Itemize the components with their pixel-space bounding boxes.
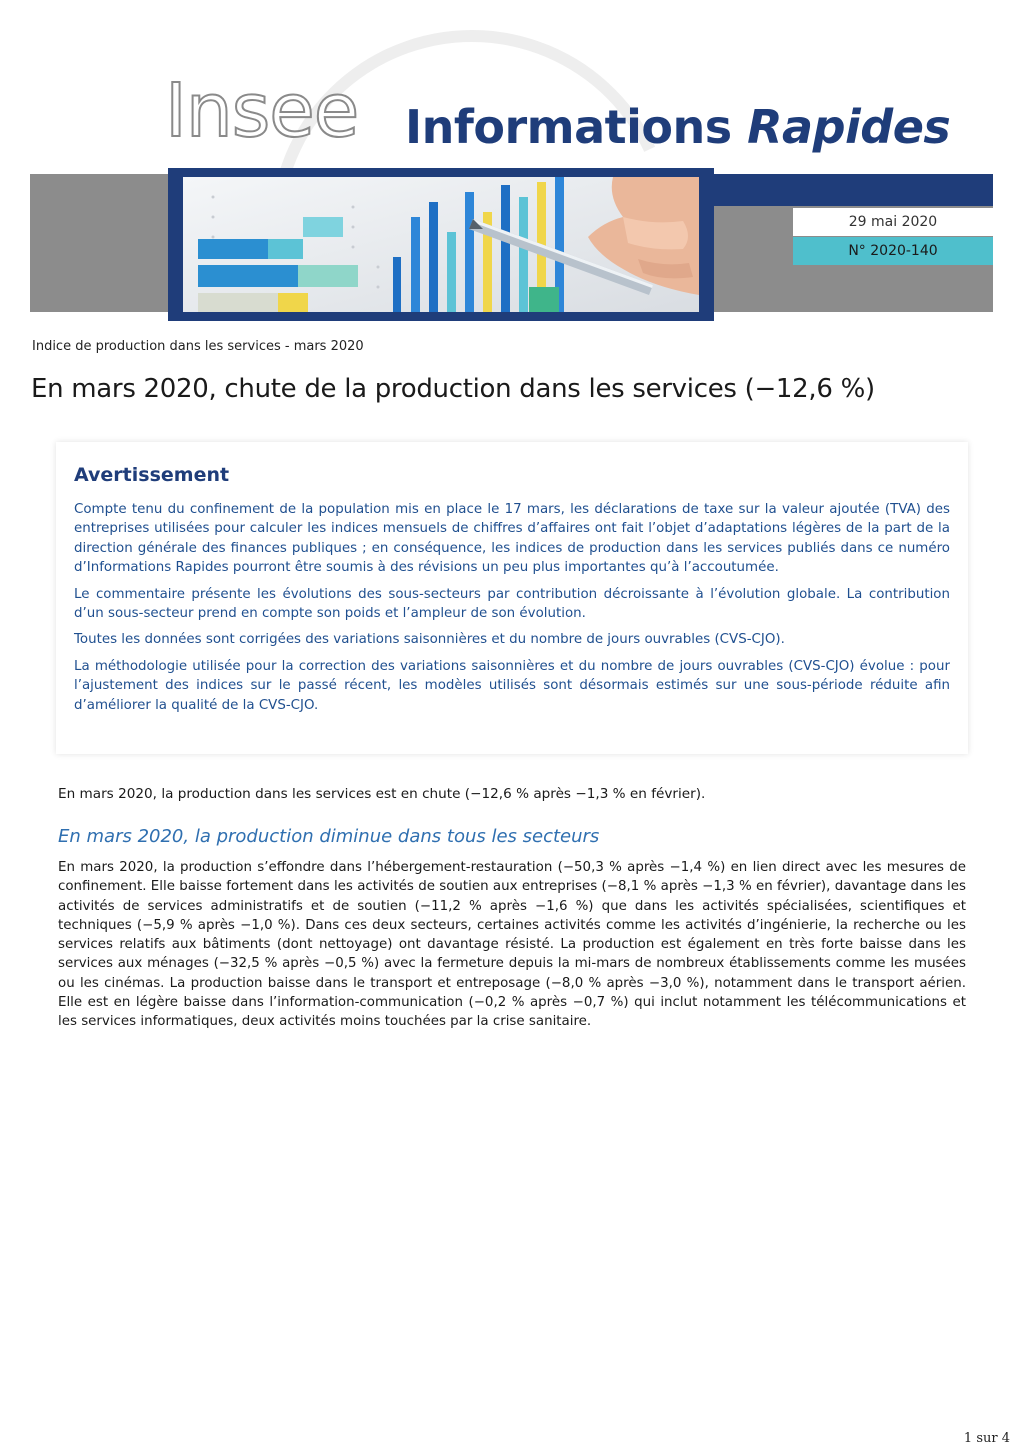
lead-paragraph: En mars 2020, la production dans les services est en chute (−12,6 % après −1,3 % en février). — [58, 786, 706, 802]
chart-photo-icon — [183, 177, 699, 312]
insee-logo: Insee — [165, 68, 359, 154]
warning-box — [56, 442, 968, 754]
publication-title-main: Informations — [405, 100, 732, 154]
page-title: En mars 2020, chute de la production dans les services (−12,6 %) — [31, 374, 875, 404]
kicker-text: Indice de production dans les services - mars 2020 — [32, 339, 364, 354]
page-number: 1 sur 4 — [963, 1431, 1010, 1446]
publication-date: 29 mai 2020 — [793, 208, 993, 236]
publication-title — [405, 100, 951, 154]
warning-paragraph: Compte tenu du confinement de la population mis en place le 17 mars, les déclarations de taxe sur la valeur ajoutée (TVA) des entreprises utilisées pour calculer les indices mensuels de chiffres d’affaires ont fait l’objet d’adaptations légères de la part de la direction générale des finances publiques ; en conséquence, les indices de production dans les services publiés dans ce numéro d’Informations Rapides pourront être soumis à des révisions un peu plus importantes qu’à l’accoutumée. — [74, 502, 950, 576]
section-body: En mars 2020, la production s’effondre dans l’hébergement-restauration (−50,3 % après −1,4 %) en lien direct avec les mesures de confinement. Elle baisse fortement dans les activités de soutien aux entreprises (−8,1 % après −1,3 % en février), davantage dans les activités de services administratifs et de soutien (−11,2 % après −1,6 %) que dans les activités spécialisées, scientifiques et techniques (−5,9 % après −1,0 %). Dans ces deux secteurs, certaines activités comme les activités d’ingénierie, la recherche ou les services relatifs aux bâtiments (dont nettoyage) ont davantage résisté. La production est également en très forte baisse dans les services aux ménages (−32,5 % après −0,5 %) avec la fermeture depuis la mi-mars de nombreux établissements comme les musées ou les cinémas. La production baisse dans le transport et entreposage (−8,0 % après −3,0 %), notamment dans le transport aérien. Elle est en légère baisse dans l’information-communication (−0,2 % après −0,7 %) qui inclut notamment les télécommunications et les services informatiques, deux activités moins touchées par la crise sanitaire. — [58, 860, 966, 1030]
header-navy-stripe — [713, 174, 993, 206]
publication-number: N° 2020-140 — [793, 237, 993, 265]
publication-title-emph: Rapides — [747, 100, 951, 154]
warning-paragraph: La méthodologie utilisée pour la correction des variations saisonnières et du nombre de jours ouvrables (CVS-CJO) évolue : pour l’ajustement des indices sur le passé récent, les modèles utilisés sont désormais estimés sur une sous-période réduite afin d’améliorer la qualité de la CVS-CJO. — [74, 658, 950, 713]
header-photo — [168, 168, 714, 321]
warning-paragraph: Le commentaire présente les évolutions des sous-secteurs par contribution décroissante à l’évolution globale. La contribution d’un sous-secteur prend en compte son poids et l’ampleur de son évolution. — [74, 586, 950, 622]
warning-paragraph: Toutes les données sont corrigées des variations saisonnières et du nombre de jours ouvrables (CVS-CJO). — [74, 632, 785, 648]
warning-title: Avertissement — [74, 464, 230, 486]
section-subheading: En mars 2020, la production diminue dans tous les secteurs — [58, 826, 600, 847]
